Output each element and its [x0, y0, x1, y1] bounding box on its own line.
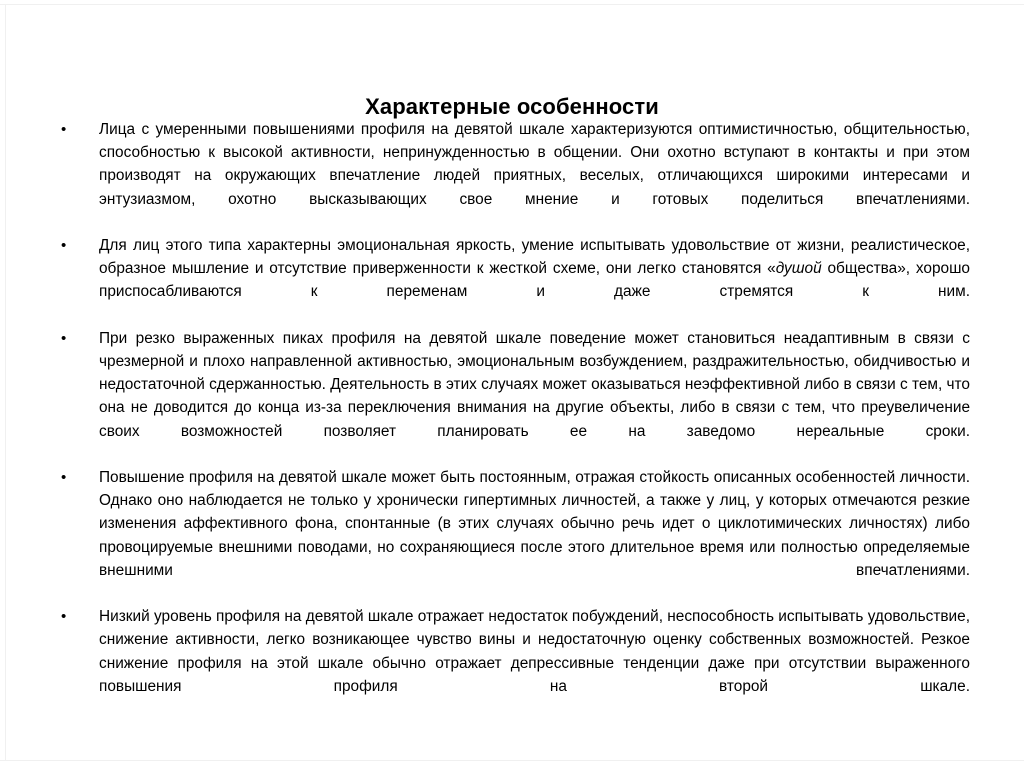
slide-title: Характерные особенности: [365, 93, 659, 119]
bullet-text-segment-emphasis: душой: [775, 260, 822, 278]
bullet-text-segment-leading: Для лиц этого типа характерны эмоциональная яркость, умение испытывать удовольствие от жизни, реалистическое, образное мышление и отсутствие приверженности к жесткой схеме, они легко становятся «: [99, 237, 970, 278]
list-item: [55, 605, 970, 721]
list-item: [55, 466, 970, 605]
bullet-list: [55, 118, 970, 721]
slide-frame-top-edge: [0, 4, 1024, 5]
slide-frame-bottom-edge: [0, 760, 1024, 761]
list-item: [55, 234, 970, 327]
bullet-dot-icon: •: [61, 329, 67, 347]
bullet-paragraph-sharp-peaks: При резко выраженных пиках профиля на девятой шкале поведение может становиться неадаптивным в связи с чрезмерной и плохо направленной активностью, эмоциональным возбуждением, раздражительностью, обидчивостью и недостаточной сдержанностью. Деятельность в этих случаях может оказываться неэффективной либо в связи с тем, что она не доводится до конца из-за переключения внимания на другие объекты, либо в связи с тем, что преувеличение своих возможностей позволяет планировать ее на заведомо нереальные сроки.: [99, 329, 970, 440]
list-item: [55, 118, 970, 234]
list-item: [55, 327, 970, 466]
bullet-dot-icon: •: [61, 469, 67, 487]
bullet-dot-icon: •: [61, 237, 67, 255]
bullet-paragraph-type-traits: [99, 234, 970, 327]
bullet-dot-icon: •: [61, 608, 67, 626]
bullet-paragraph-persistent-elevation: Повышение профиля на девятой шкале может быть постоянным, отражая стойкость описанных особенностей личности. Однако оно наблюдается не только у хронически гипертимных личностей, а также у лиц, у которых отмечаются резкие изменения аффективного фона, спонтанные (в этих случаях обычно речь идет о циклотимических личностях) либо провоцируемые внешними поводами, но сохраняющиеся после этого длительное время или полностью определяемые внешними впечатлениями.: [99, 469, 970, 579]
bullet-text-segment-trailing: общества», хорошо приспосабливаются к переменам и даже стремятся к ним.: [99, 260, 970, 301]
bullet-dot-icon: •: [61, 121, 67, 138]
bullet-paragraph-low-level: Низкий уровень профиля на девятой шкале отражает недостаток побуждений, неспособность испытывать удовольствие, снижение активности, легко возникающее чувство вины и недостаточную оценку собственных возможностей. Резкое снижение профиля на этой шкале обычно отражает депрессивные тенденции даже при отсутствии выраженного повышения профиля на второй шкале.: [99, 608, 970, 695]
bullet-paragraph-moderate-elevation: Лица с умеренными повышениями профиля на девятой шкале характеризуются оптимистичностью, общительностью, способностью к высокой активности, непринужденностью в общении. Они охотно вступают в контакты и при этом производят на окружающих впечатление людей приятных, веселых, отличающихся широкими интересами и энтузиазмом, охотно высказывающих свое мнение и готовых поделиться впечатлениями.: [99, 121, 970, 208]
